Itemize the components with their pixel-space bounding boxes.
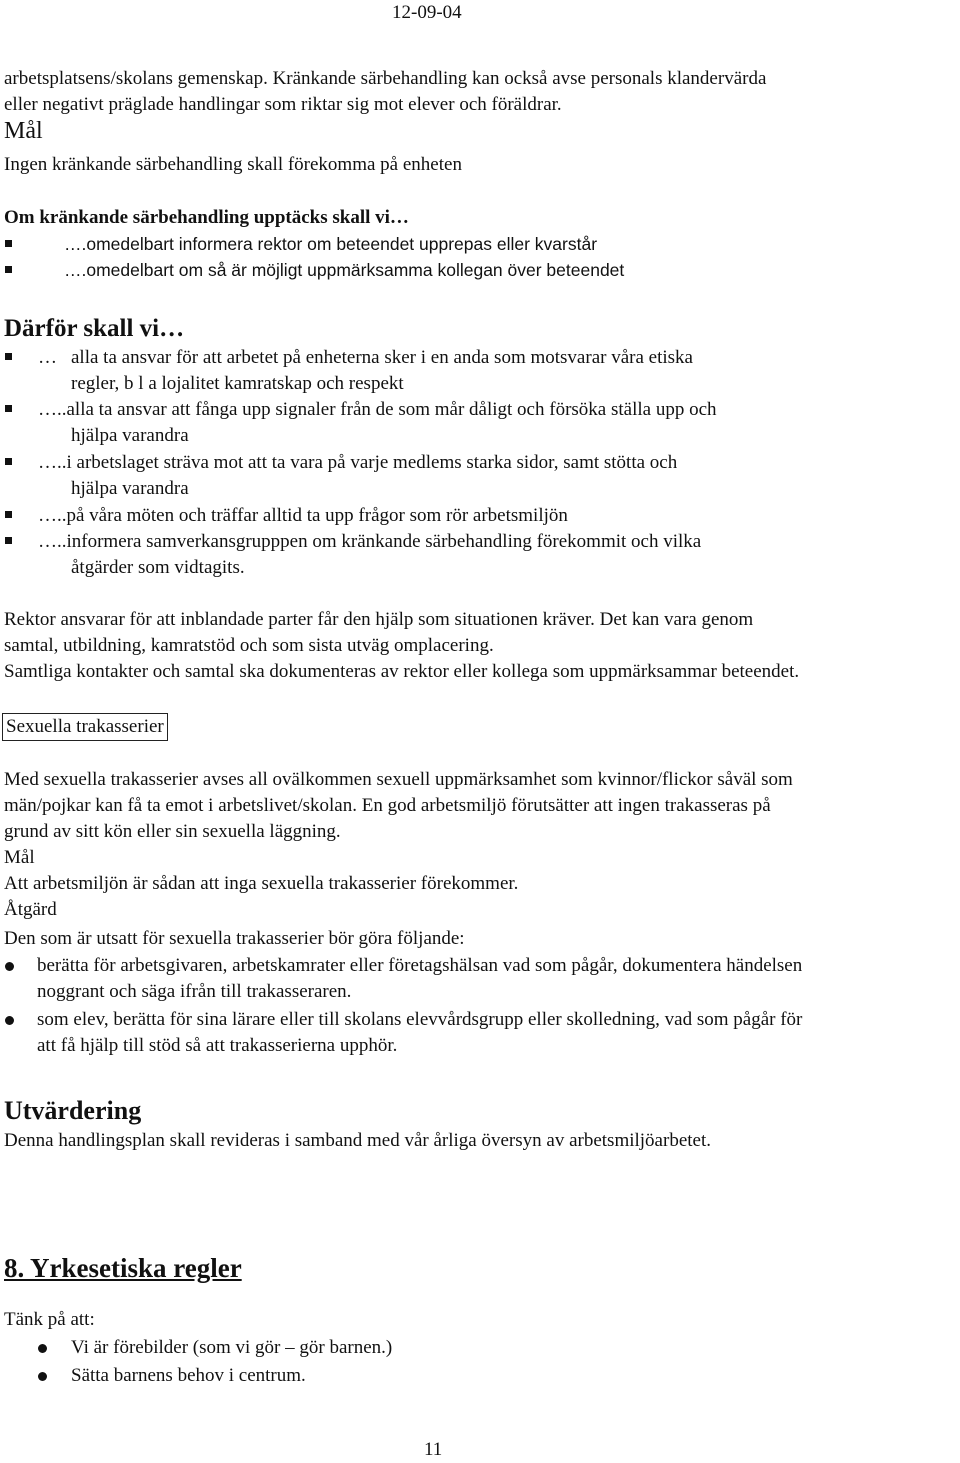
yrkesetiska-bullet: Vi är förebilder (som vi gör – gör barnen.) bbox=[71, 1337, 393, 1358]
darfor-item-line: …..informera samverkansgrupppen om kränkande särbehandling förekommit och vilka bbox=[38, 531, 702, 552]
atgard-heading: Åtgärd bbox=[4, 899, 57, 920]
intro-line-1: arbetsplatsens/skolans gemenskap. Kränkande särbehandling kan också avse personals klandervärda bbox=[4, 68, 767, 89]
sexuella-paragraph-line: Med sexuella trakasserier avses all ovälkommen sexuell uppmärksamhet som kvinnor/flickor såväl som bbox=[4, 769, 793, 790]
sexuella-paragraph-line: grund av sitt kön eller sin sexuella läggning. bbox=[4, 821, 341, 842]
atgard-bullet-line: noggrant och säga ifrån till trakasseraren. bbox=[37, 981, 352, 1002]
sexuella-paragraph-line: män/pojkar kan få ta emot i arbetslivet/skolan. En god arbetsmiljö förutsätter att ingen trakasseras på bbox=[4, 795, 771, 816]
sexuella-mal-heading: Mål bbox=[4, 847, 35, 868]
darfor-item-line: alla ta ansvar för att arbetet på enheterna sker i en anda som motsvarar våra etiska bbox=[71, 347, 693, 368]
sexuella-mal-text: Att arbetsmiljön är sådan att inga sexuella trakasserier förekommer. bbox=[4, 873, 519, 894]
darfor-item-line: …..på våra möten och träffar alltid ta upp frågor som rör arbetsmiljön bbox=[38, 505, 568, 526]
upptacks-heading: Om kränkande särbehandling upptäcks skall vi… bbox=[4, 207, 409, 228]
round-bullet-icon bbox=[5, 962, 14, 971]
page-number: 11 bbox=[424, 1439, 443, 1460]
square-bullet-icon bbox=[5, 511, 12, 518]
atgard-text: Den som är utsatt för sexuella trakasserier bör göra följande: bbox=[4, 928, 465, 949]
header-date: 12-09-04 bbox=[392, 2, 462, 23]
round-bullet-icon bbox=[38, 1344, 47, 1353]
darfor-item-line: …..alla ta ansvar att fånga upp signaler från de som mår dåligt och försöka ställa upp och bbox=[38, 399, 717, 420]
darfor-item-line: åtgärder som vidtagits. bbox=[71, 557, 245, 578]
darfor-item-line: regler, b l a lojalitet kamratskap och respekt bbox=[71, 373, 404, 394]
atgard-bullet-line: berätta för arbetsgivaren, arbetskamrater eller företagshälsan vad som pågår, dokumentera händelsen bbox=[37, 955, 803, 976]
yrkesetiska-heading: 8. Yrkesetiska regler bbox=[4, 1253, 242, 1283]
round-bullet-icon bbox=[38, 1372, 47, 1381]
darfor-item-line: hjälpa varandra bbox=[71, 478, 189, 499]
yrkesetiska-bullet: Sätta barnens behov i centrum. bbox=[71, 1365, 306, 1386]
darfor-item-prefix: … bbox=[38, 347, 57, 368]
rektor-line-2: samtal, utbildning, kamratstöd och som sista utväg omplacering. bbox=[4, 635, 494, 656]
utvardering-text: Denna handlingsplan skall revideras i samband med vår årliga översyn av arbetsmiljöarbetet. bbox=[4, 1130, 711, 1151]
utvardering-heading: Utvärdering bbox=[4, 1096, 142, 1125]
darfor-item-line: hjälpa varandra bbox=[71, 425, 189, 446]
mal-text: Ingen kränkande särbehandling skall förekomma på enheten bbox=[4, 154, 462, 175]
square-bullet-icon bbox=[5, 458, 12, 465]
intro-line-2: eller negativt präglade handlingar som riktar sig mot elever och föräldrar. bbox=[4, 94, 562, 115]
square-bullet-icon bbox=[5, 405, 12, 412]
darfor-item-line: …..i arbetslaget sträva mot att ta vara på varje medlems starka sidor, samt stötta och bbox=[38, 452, 678, 473]
mal-heading: Mål bbox=[4, 118, 43, 144]
square-bullet-icon bbox=[5, 266, 12, 273]
sexuella-heading: Sexuella trakasserier bbox=[2, 713, 168, 741]
square-bullet-icon bbox=[5, 240, 12, 247]
yrkesetiska-intro: Tänk på att: bbox=[4, 1309, 95, 1330]
round-bullet-icon bbox=[5, 1016, 14, 1025]
atgard-bullet-line: som elev, berätta för sina lärare eller till skolans elevvårdsgrupp eller skolledning, vad som pågår för bbox=[37, 1009, 803, 1030]
atgard-bullet-line: att få hjälp till stöd så att trakasserierna upphör. bbox=[37, 1035, 398, 1056]
upptacks-item: ….omedelbart informera rektor om beteendet upprepas eller kvarstår bbox=[64, 234, 598, 254]
upptacks-item: ….omedelbart om så är möjligt uppmärksamma kollegan över beteendet bbox=[64, 260, 625, 280]
darfor-heading: Därför skall vi… bbox=[4, 315, 185, 342]
square-bullet-icon bbox=[5, 353, 12, 360]
square-bullet-icon bbox=[5, 537, 12, 544]
rektor-line-1: Rektor ansvarar för att inblandade parter får den hjälp som situationen kräver. Det kan vara genom bbox=[4, 609, 754, 630]
rektor-line-3: Samtliga kontakter och samtal ska dokumenteras av rektor eller kollega som uppmärksammar beteendet. bbox=[4, 661, 800, 682]
